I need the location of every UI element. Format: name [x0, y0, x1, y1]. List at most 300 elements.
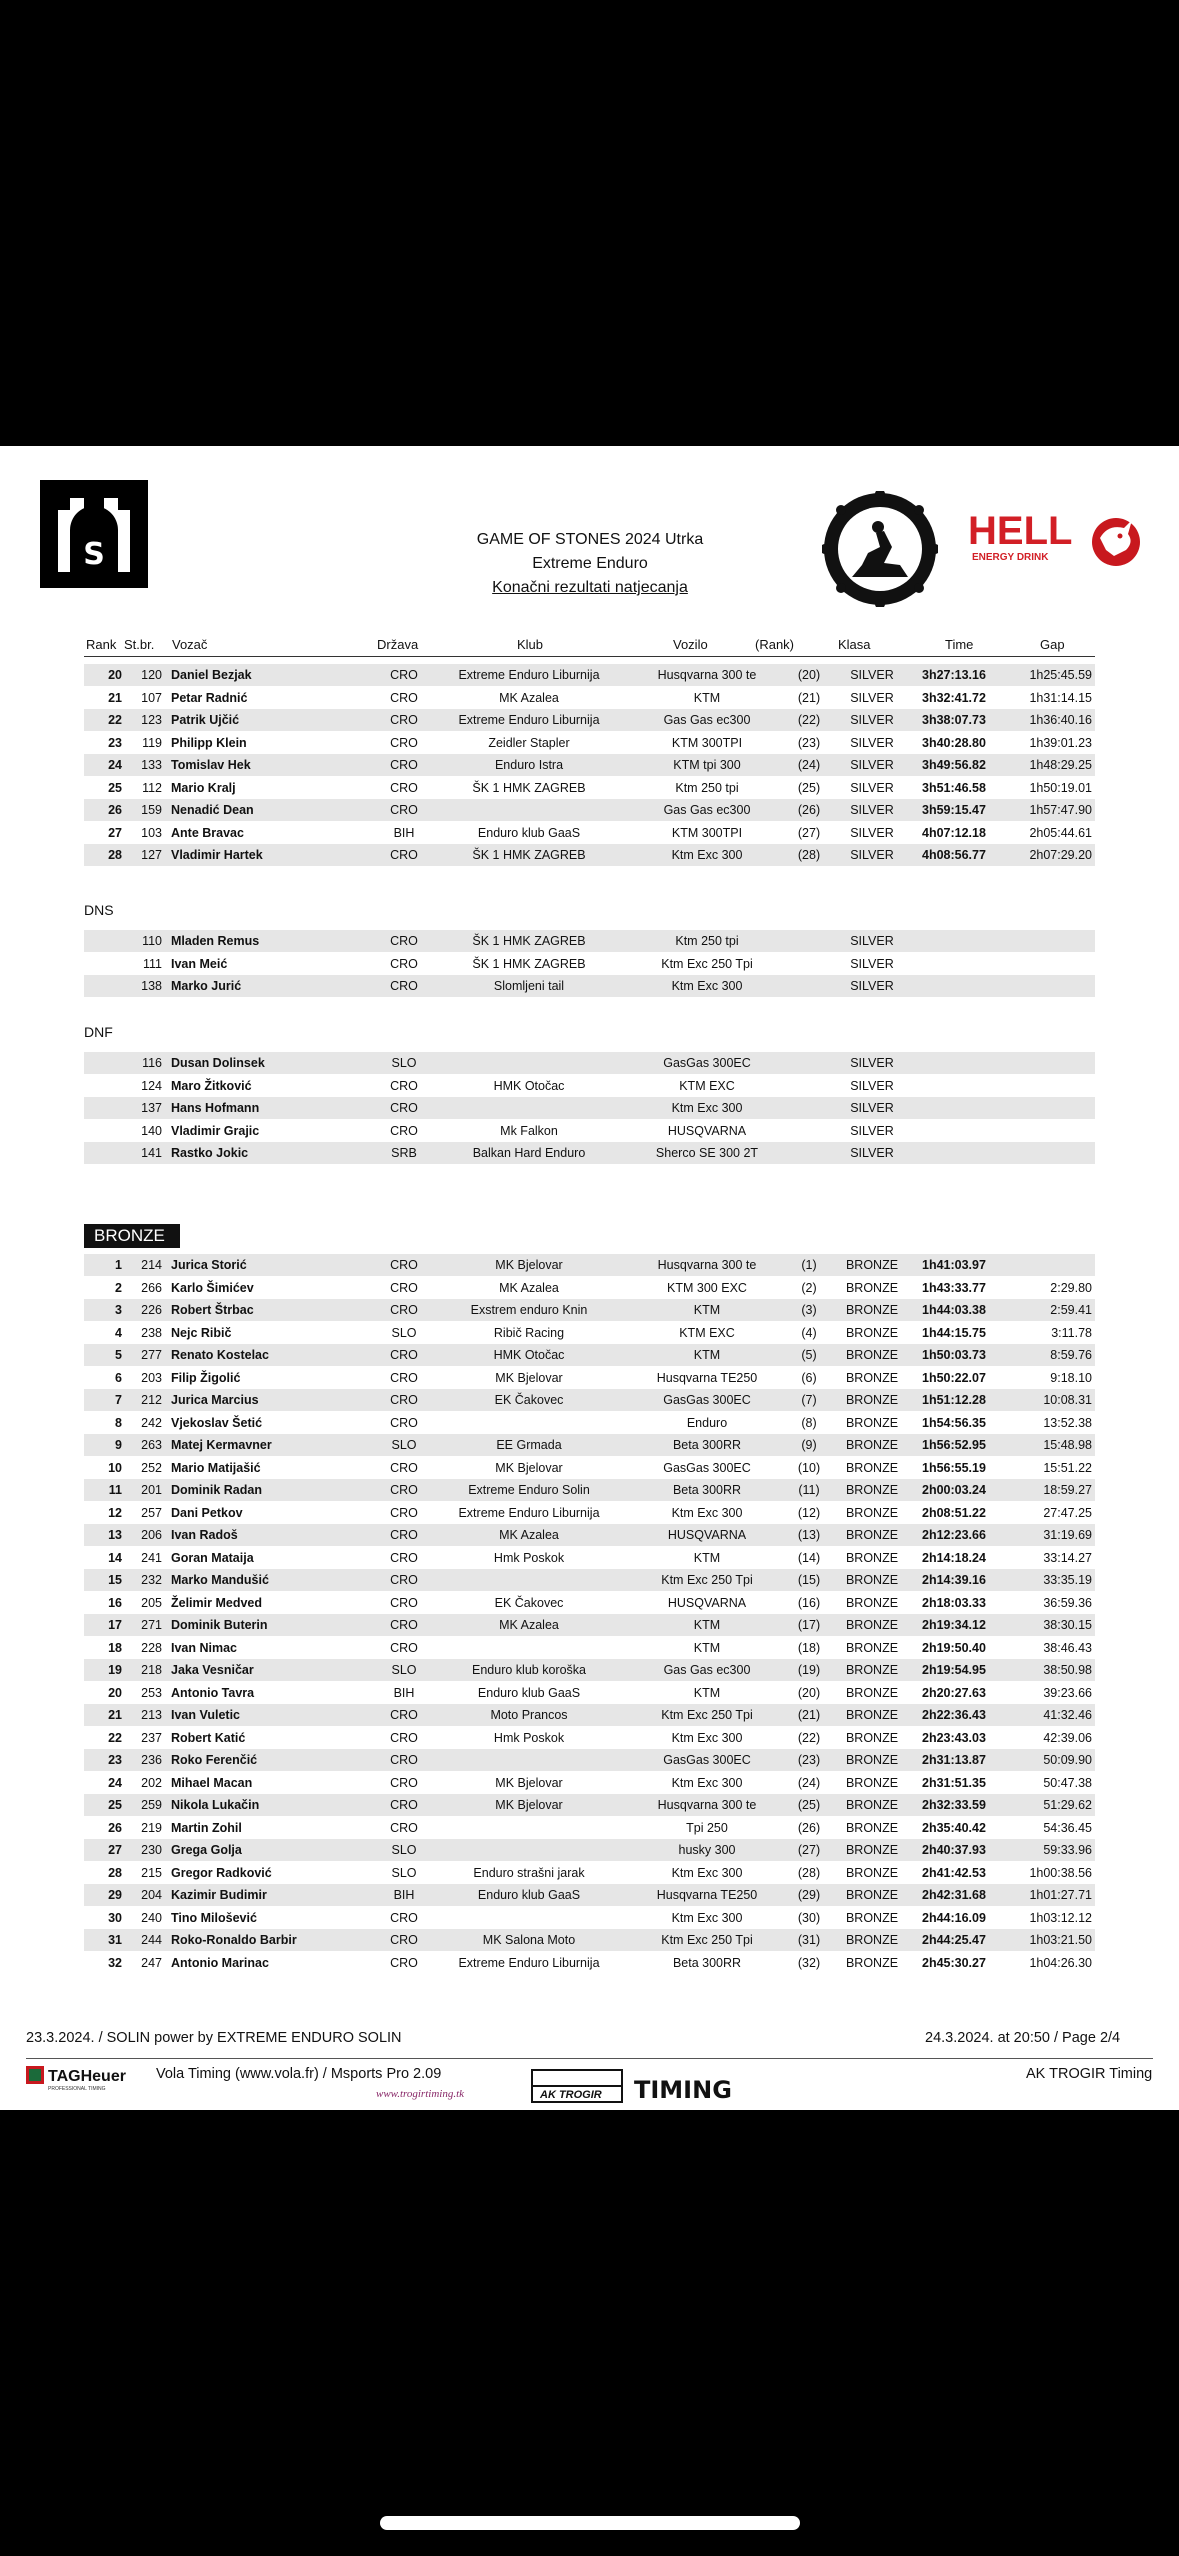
cell-rank: 29: [108, 1888, 122, 1902]
cell-gap: 36:59.36: [1043, 1595, 1092, 1610]
cell-rank: 16: [108, 1595, 122, 1610]
cell-time: 2h18:03.33: [922, 1595, 986, 1610]
table-row: [84, 1727, 1095, 1749]
cell-start-number: 140: [141, 1123, 162, 1138]
cell-class: SILVER: [850, 1078, 894, 1093]
cell-start-number: 138: [141, 979, 162, 993]
cell-class: SILVER: [850, 956, 894, 971]
table-row: [84, 844, 1095, 866]
cell-rank: 21: [108, 690, 122, 705]
cell-gap: 59:33.96: [1043, 1843, 1092, 1857]
cell-class-rank: (10): [797, 1460, 821, 1475]
cell-club: HMK Otočac: [493, 1348, 565, 1362]
cell-club: Enduro klub GaaS: [477, 825, 581, 840]
cell-class-rank: (19): [797, 1663, 821, 1677]
cell-time: 2h40:37.93: [922, 1843, 986, 1857]
cell-start-number: 206: [141, 1528, 162, 1542]
enduro-wheel-logo: [822, 491, 938, 607]
table-row: [84, 664, 1095, 686]
table-row: [84, 1367, 1095, 1389]
cell-class: SILVER: [850, 1056, 894, 1070]
cell-country: CRO: [390, 956, 418, 971]
cell-vehicle: Ktm 250 tpi: [675, 780, 739, 795]
cell-gap: 38:30.15: [1043, 1618, 1092, 1632]
svg-text:TIMING: TIMING: [634, 2076, 732, 2104]
cell-start-number: 218: [141, 1663, 162, 1677]
cell-gap: 1h04:26.30: [1029, 1955, 1092, 1970]
cell-start-number: 236: [141, 1753, 162, 1767]
cell-vehicle: Tpi 250: [686, 1820, 728, 1835]
cell-start-number: 230: [141, 1843, 162, 1857]
cell-start-number: 215: [141, 1865, 162, 1880]
cell-gap: 9:18.10: [1050, 1370, 1092, 1385]
cell-class-rank: (24): [797, 758, 821, 772]
cell-vehicle: GasGas 300EC: [663, 1056, 751, 1070]
cell-vehicle: HUSQVARNA: [667, 1528, 747, 1542]
col-rank: Rank: [86, 637, 117, 652]
cell-country: CRO: [390, 758, 418, 772]
cell-start-number: 213: [141, 1708, 162, 1722]
cell-class-rank: (3): [801, 1303, 817, 1317]
cell-country: SLO: [391, 1325, 417, 1340]
cell-rider-name: Vjekoslav Šetić: [171, 1415, 263, 1430]
cell-rank: 26: [108, 803, 122, 817]
cell-rank: 17: [108, 1618, 122, 1632]
table-row: [84, 1569, 1095, 1591]
cell-rider-name: Mario Matijašić: [171, 1460, 261, 1475]
cell-country: CRO: [390, 1101, 418, 1115]
cell-time: 2h19:50.40: [922, 1640, 986, 1655]
cell-class-rank: (28): [797, 848, 821, 862]
cell-rider-name: Dani Petkov: [171, 1505, 243, 1520]
cell-club: MK Azalea: [499, 1618, 559, 1632]
tag-heuer-logo: [26, 2064, 154, 2099]
cell-rank: 30: [108, 1910, 122, 1925]
cell-time: 2h23:43.03: [922, 1730, 986, 1745]
cell-class-rank: (14): [797, 1550, 821, 1565]
cell-country: BIH: [393, 1888, 415, 1902]
cell-gap: 1h48:29.25: [1029, 758, 1092, 772]
cell-country: CRO: [390, 1303, 418, 1317]
cell-start-number: 247: [141, 1955, 162, 1970]
cell-vehicle: Ktm Exc 300: [671, 1865, 743, 1880]
cell-rider-name: Mario Kralj: [171, 780, 236, 795]
cell-rank: 27: [108, 1843, 122, 1857]
cell-rank: 31: [108, 1933, 122, 1947]
cell-vehicle: KTM: [693, 1618, 721, 1632]
cell-country: CRO: [390, 1910, 418, 1925]
cell-class: BRONZE: [845, 1303, 899, 1317]
table-row: [84, 1457, 1095, 1479]
cell-club: Hmk Poskok: [493, 1550, 565, 1565]
cell-vehicle: KTM: [693, 1303, 721, 1317]
cell-country: CRO: [390, 1415, 418, 1430]
cell-class: BRONZE: [845, 1348, 899, 1362]
cell-class: BRONZE: [845, 1573, 899, 1587]
cell-start-number: 116: [142, 1056, 162, 1070]
cell-class-rank: (28): [797, 1865, 821, 1880]
cell-start-number: 120: [141, 668, 162, 682]
cell-rank: 19: [108, 1663, 122, 1677]
table-row: [84, 1704, 1095, 1726]
cell-country: CRO: [390, 1258, 418, 1272]
cell-gap: 50:47.38: [1043, 1775, 1092, 1790]
table-row: [84, 777, 1095, 799]
table-row: [84, 1052, 1095, 1074]
cell-class-rank: (23): [797, 735, 821, 750]
cell-rider-name: Želimir Medved: [171, 1595, 262, 1610]
fortress-logo: [40, 480, 148, 588]
cell-rider-name: Dusan Dolinsek: [171, 1056, 265, 1070]
cell-class: BRONZE: [845, 1798, 899, 1812]
cell-time: 2h44:16.09: [922, 1910, 986, 1925]
table-row: [84, 799, 1095, 821]
cell-vehicle: Ktm Exc 250 Tpi: [661, 1573, 753, 1587]
cell-time: 3h40:28.80: [922, 735, 986, 750]
table-row: [84, 1254, 1095, 1276]
cell-club: ŠK 1 HMK ZAGREB: [472, 934, 586, 948]
table-row: [84, 1907, 1095, 1929]
cell-class-rank: (20): [797, 1685, 821, 1700]
cell-rider-name: Karlo Šimićev: [171, 1280, 254, 1295]
table-row: [84, 1502, 1095, 1524]
hell-energy-logo: [968, 504, 1140, 574]
cell-club: EK Čakovec: [494, 1393, 564, 1407]
cell-club: ŠK 1 HMK ZAGREB: [472, 780, 586, 795]
cell-country: CRO: [390, 780, 418, 795]
cell-vehicle: Ktm Exc 250 Tpi: [661, 956, 753, 971]
cell-country: CRO: [390, 1483, 418, 1497]
cell-vehicle: KTM 300TPI: [671, 825, 743, 840]
cell-rider-name: Vladimir Hartek: [171, 848, 263, 862]
cell-time: 2h14:18.24: [922, 1550, 986, 1565]
cell-rider-name: Jurica Storić: [171, 1258, 247, 1272]
cell-class: BRONZE: [845, 1888, 899, 1902]
cell-class: BRONZE: [845, 1370, 899, 1385]
cell-rider-name: Ivan Nimac: [171, 1640, 238, 1655]
cell-gap: 41:32.46: [1043, 1708, 1092, 1722]
table-row: [84, 1637, 1095, 1659]
cell-vehicle: GasGas 300EC: [663, 1460, 751, 1475]
cell-rank: 7: [115, 1393, 122, 1407]
table-row: [84, 1322, 1095, 1344]
cell-class-rank: (17): [797, 1618, 821, 1632]
cell-start-number: 240: [141, 1910, 162, 1925]
cell-class-rank: (21): [797, 1708, 821, 1722]
cell-start-number: 244: [141, 1933, 162, 1947]
cell-country: BIH: [393, 1685, 415, 1700]
cell-gap: 1h03:12.12: [1029, 1910, 1092, 1925]
cell-start-number: 203: [141, 1370, 162, 1385]
cell-country: CRO: [390, 1505, 418, 1520]
cell-gap: 27:47.25: [1043, 1505, 1092, 1520]
cell-vehicle: Gas Gas ec300: [663, 1663, 751, 1677]
cell-rank: 18: [108, 1640, 122, 1655]
cell-class: BRONZE: [845, 1595, 899, 1610]
cell-vehicle: KTM EXC: [679, 1078, 735, 1093]
cell-start-number: 226: [141, 1303, 162, 1317]
table-row: [84, 754, 1095, 776]
cell-rider-name: Renato Kostelac: [171, 1348, 269, 1362]
cell-rank: 11: [108, 1483, 122, 1497]
cell-time: 2h35:40.42: [922, 1820, 986, 1835]
cell-country: CRO: [390, 1798, 418, 1812]
cell-country: CRO: [390, 1370, 418, 1385]
cell-rider-name: Dominik Buterin: [171, 1618, 268, 1632]
cell-start-number: 107: [141, 690, 162, 705]
cell-vehicle: HUSQVARNA: [667, 1123, 747, 1138]
cell-class: BRONZE: [845, 1640, 899, 1655]
cell-start-number: 257: [141, 1505, 162, 1520]
table-row: [84, 1299, 1095, 1321]
table-row: [84, 1277, 1095, 1299]
table-row: [84, 822, 1095, 844]
cell-gap: 3:11.78: [1051, 1325, 1092, 1340]
cell-time: 2h12:23.66: [922, 1528, 986, 1542]
table-row: [84, 930, 1095, 952]
cell-rank: 9: [115, 1438, 122, 1452]
cell-start-number: 141: [141, 1146, 162, 1160]
table-row: [84, 1075, 1095, 1097]
cell-class-rank: (2): [801, 1280, 817, 1295]
cell-class: BRONZE: [845, 1618, 899, 1632]
cell-club: MK Bjelovar: [495, 1258, 563, 1272]
cell-vehicle: Husqvarna TE250: [656, 1370, 758, 1385]
cell-rider-name: Maro Žitković: [171, 1078, 252, 1093]
cell-rider-name: Mladen Remus: [171, 934, 260, 948]
table-row: [84, 1817, 1095, 1839]
cell-gap: 1h39:01.23: [1029, 735, 1092, 750]
cell-country: CRO: [390, 848, 418, 862]
table-row: [84, 1592, 1095, 1614]
cell-start-number: 204: [141, 1888, 162, 1902]
cell-vehicle: GasGas 300EC: [663, 1393, 751, 1407]
cell-start-number: 133: [141, 758, 162, 772]
cell-country: CRO: [390, 1460, 418, 1475]
cell-class-rank: (8): [801, 1415, 817, 1430]
column-header: [0, 634, 1179, 656]
cell-vehicle: Ktm Exc 300: [671, 848, 743, 862]
cell-start-number: 159: [141, 803, 162, 817]
cell-gap: 51:29.62: [1043, 1798, 1092, 1812]
cell-rider-name: Robert Katić: [171, 1730, 246, 1745]
cell-club: Enduro klub GaaS: [477, 1888, 581, 1902]
cell-club: Enduro klub koroška: [472, 1663, 586, 1677]
cell-start-number: 124: [141, 1078, 162, 1093]
cell-country: CRO: [390, 1528, 418, 1542]
cell-class-rank: (4): [801, 1325, 817, 1340]
cell-start-number: 277: [141, 1348, 162, 1362]
cell-gap: 50:09.90: [1043, 1753, 1092, 1767]
cell-start-number: 214: [141, 1258, 162, 1272]
cell-class-rank: (5): [801, 1348, 817, 1362]
cell-start-number: 212: [141, 1393, 162, 1407]
cell-country: BIH: [393, 825, 415, 840]
cell-time: 1h54:56.35: [922, 1415, 986, 1430]
cell-rider-name: Matej Kermavner: [171, 1438, 272, 1452]
cell-class: SILVER: [850, 979, 894, 993]
cell-rank: 15: [108, 1573, 122, 1587]
cell-club: MK Bjelovar: [495, 1460, 563, 1475]
cell-club: Enduro strašni jarak: [473, 1865, 585, 1880]
cell-rider-name: Nenadić Dean: [171, 803, 254, 817]
cell-club: EE Grmada: [496, 1438, 562, 1452]
cell-class: BRONZE: [845, 1843, 899, 1857]
cell-start-number: 263: [141, 1438, 162, 1452]
cell-start-number: 253: [141, 1685, 162, 1700]
cell-vehicle: Sherco SE 300 2T: [655, 1146, 759, 1160]
cell-rider-name: Filip Žigolić: [171, 1370, 241, 1385]
cell-class: BRONZE: [845, 1663, 899, 1677]
footer-right: 24.3.2024. at 20:50 / Page 2/4: [925, 2030, 1121, 2046]
cell-rider-name: Patrik Ujčić: [171, 713, 240, 727]
cell-country: CRO: [390, 735, 418, 750]
svg-text:ENERGY DRINK: ENERGY DRINK: [972, 552, 1049, 563]
cell-class: BRONZE: [845, 1865, 899, 1880]
cell-rider-name: Roko Ferenčić: [171, 1753, 258, 1767]
cell-club: Ribič Racing: [493, 1325, 565, 1340]
cell-vehicle: Ktm Exc 300: [671, 1505, 743, 1520]
cell-club: Extreme Enduro Liburnija: [458, 1955, 600, 1970]
cell-class-rank: (27): [797, 825, 821, 840]
cell-start-number: 237: [141, 1730, 162, 1745]
cell-time: 1h44:15.75: [922, 1325, 986, 1340]
cell-rider-name: Vladimir Grajic: [171, 1123, 260, 1138]
cell-class-rank: (24): [797, 1775, 821, 1790]
cell-gap: 15:51.22: [1043, 1460, 1092, 1475]
cell-rider-name: Philipp Klein: [171, 735, 247, 750]
home-indicator[interactable]: [380, 2516, 800, 2530]
cell-start-number: 252: [141, 1460, 162, 1475]
cell-club: MK Azalea: [499, 690, 559, 705]
table-row: [84, 1547, 1095, 1569]
cell-class-rank: (25): [797, 780, 821, 795]
cell-club: ŠK 1 HMK ZAGREB: [472, 956, 586, 971]
cell-rider-name: Daniel Bezjak: [171, 668, 252, 682]
dnf-label: DNF: [84, 1024, 113, 1040]
cell-gap: 15:48.98: [1043, 1438, 1092, 1452]
cell-start-number: 228: [141, 1640, 162, 1655]
cell-class-rank: (13): [797, 1528, 821, 1542]
cell-club: Hmk Poskok: [493, 1730, 565, 1745]
col-gap: Gap: [1040, 637, 1065, 652]
svg-text:TAGHeuer: TAGHeuer: [48, 2068, 126, 2085]
table-row: [84, 1389, 1095, 1411]
bronze-class-label: BRONZE: [84, 1224, 180, 1248]
cell-rider-name: Goran Mataija: [171, 1550, 254, 1565]
cell-rank: 20: [108, 1685, 122, 1700]
cell-vehicle: Beta 300RR: [672, 1483, 742, 1497]
cell-rider-name: Ante Bravac: [171, 825, 244, 840]
cell-vehicle: KTM EXC: [679, 1325, 735, 1340]
table-row: [84, 1749, 1095, 1771]
cell-country: CRO: [390, 1730, 418, 1745]
cell-start-number: 241: [141, 1550, 162, 1565]
cell-class-rank: (7): [801, 1393, 817, 1407]
cell-vehicle: Ktm Exc 300: [671, 1101, 743, 1115]
cell-club: MK Bjelovar: [495, 1798, 563, 1812]
table-row: [84, 1344, 1095, 1366]
footer-rule: [26, 2058, 1153, 2059]
cell-club: MK Azalea: [499, 1528, 559, 1542]
cell-club: Exstrem enduro Knin: [470, 1303, 588, 1317]
col-rk: (Rank): [755, 637, 795, 652]
cell-start-number: 123: [141, 713, 162, 727]
cell-country: CRO: [390, 1955, 418, 1970]
cell-class: BRONZE: [845, 1325, 899, 1340]
cell-gap: 2:59.41: [1050, 1303, 1092, 1317]
table-row: [84, 1097, 1095, 1119]
cell-time: 2h45:30.27: [922, 1955, 986, 1970]
cell-vehicle: Gas Gas ec300: [663, 713, 751, 727]
col-time: Time: [945, 637, 974, 652]
cell-rider-name: Petar Radnić: [171, 690, 248, 705]
col-klasa: Klasa: [838, 637, 871, 652]
cell-time: 1h44:03.38: [922, 1303, 986, 1317]
cell-vehicle: Husqvarna 300 te: [657, 1798, 757, 1812]
cell-rank: 1: [115, 1258, 122, 1272]
cell-class: BRONZE: [845, 1775, 899, 1790]
cell-vehicle: KTM: [693, 690, 721, 705]
cell-rider-name: Ivan Meić: [171, 956, 228, 971]
cell-gap: 54:36.45: [1043, 1820, 1092, 1835]
cell-rank: 2: [115, 1280, 122, 1295]
cell-rank: 6: [115, 1370, 122, 1385]
table-row: [84, 709, 1095, 731]
table-row: [84, 1434, 1095, 1456]
cell-class: BRONZE: [845, 1505, 899, 1520]
cell-rank: 28: [108, 1865, 122, 1880]
cell-class-rank: (12): [797, 1505, 821, 1520]
cell-rank: 14: [108, 1550, 122, 1565]
cell-class: SILVER: [850, 713, 894, 727]
cell-time: 1h56:52.95: [922, 1438, 986, 1452]
results-document: [0, 446, 1179, 2110]
cell-gap: 1h57:47.90: [1029, 803, 1092, 817]
cell-class: BRONZE: [845, 1393, 899, 1407]
cell-vehicle: Husqvarna TE250: [656, 1888, 758, 1902]
cell-class: BRONZE: [845, 1753, 899, 1767]
cell-class: BRONZE: [845, 1955, 899, 1970]
cell-country: SLO: [391, 1843, 417, 1857]
title-line-1: GAME OF STONES 2024 Utrka: [476, 531, 704, 548]
cell-class: BRONZE: [845, 1460, 899, 1475]
table-row: [84, 1839, 1095, 1861]
cell-class: BRONZE: [845, 1280, 899, 1295]
col-klub: Klub: [517, 637, 544, 652]
cell-rank: 4: [115, 1325, 122, 1340]
table-row: [84, 1682, 1095, 1704]
title-line-2: Extreme Enduro: [532, 555, 648, 572]
cell-country: CRO: [390, 1078, 418, 1093]
cell-country: SLO: [391, 1056, 417, 1070]
table-row: [84, 1862, 1095, 1884]
cell-vehicle: Husqvarna 300 te: [657, 1258, 757, 1272]
cell-country: CRO: [390, 1123, 418, 1138]
cell-country: CRO: [390, 1393, 418, 1407]
cell-time: 2h19:54.95: [922, 1663, 986, 1677]
cell-class-rank: (32): [797, 1955, 821, 1970]
cell-rider-name: Robert Štrbac: [171, 1303, 254, 1317]
cell-time: 2h20:27.63: [922, 1685, 986, 1700]
cell-class-rank: (9): [801, 1438, 817, 1452]
cell-class: BRONZE: [845, 1483, 899, 1497]
cell-club: Enduro Istra: [494, 758, 564, 772]
table-row: [84, 1120, 1095, 1142]
ak-trogir-timing-logo: [530, 2068, 750, 2113]
cell-gap: 31:19.69: [1043, 1528, 1092, 1542]
cell-club: MK Azalea: [499, 1280, 559, 1295]
